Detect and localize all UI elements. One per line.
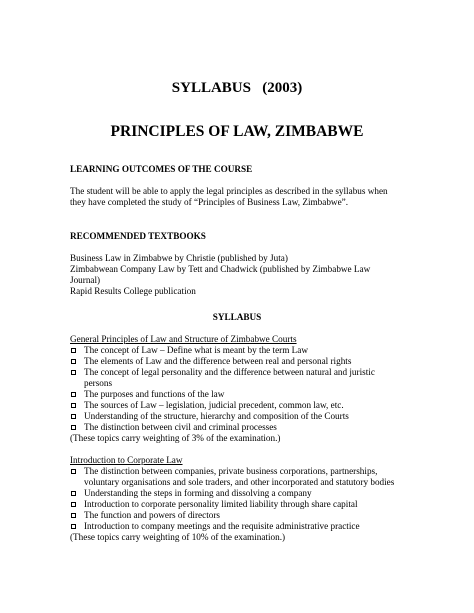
topic-item xyxy=(70,411,415,422)
checkbox-bullet-icon xyxy=(71,524,76,529)
checkbox-bullet-icon xyxy=(71,491,76,496)
topic-item xyxy=(70,345,415,356)
section-title: Introduction to Corporate Law xyxy=(70,455,183,465)
topic-text: The concept of Law – Define what is meant by the term Law xyxy=(84,345,308,355)
checkbox-bullet-icon xyxy=(71,425,76,430)
textbook-line: Journal) xyxy=(70,275,101,285)
checkbox-bullet-icon xyxy=(71,469,76,474)
syllabus-section-corporate-law xyxy=(70,455,415,543)
topic-text: Understanding the steps in forming and dissolving a company xyxy=(84,488,312,498)
topic-item xyxy=(70,488,415,499)
textbooks-heading: RECOMMENDED TEXTBOOKS xyxy=(70,231,206,241)
topic-item xyxy=(70,389,415,400)
checkbox-bullet-icon xyxy=(71,403,76,408)
checkbox-bullet-icon xyxy=(71,370,76,375)
textbook-line: Business Law in Zimbabwe by Christie (published by Juta) xyxy=(70,253,288,263)
topic-item xyxy=(70,510,415,521)
learning-outcomes-heading: LEARNING OUTCOMES OF THE COURSE xyxy=(70,164,253,174)
topic-text: The distinction between civil and criminal processes xyxy=(84,422,277,432)
syllabus-heading: SYLLABUS xyxy=(212,312,262,322)
topic-item xyxy=(70,521,415,532)
checkbox-bullet-icon xyxy=(71,359,76,364)
checkbox-bullet-icon xyxy=(71,513,76,518)
section-title: General Principles of Law and Structure of Zimbabwe Courts xyxy=(70,334,297,344)
textbook-line: Zimbabwean Company Law by Tett and Chadwick (published by Zimbabwe Law xyxy=(70,264,371,274)
checkbox-bullet-icon xyxy=(71,414,76,419)
topic-text: The concept of legal personality and the difference between natural and juristic xyxy=(84,367,375,377)
syllabus-year-title: SYLLABUS (2003) xyxy=(171,80,303,96)
topic-text: The function and powers of directors xyxy=(84,510,220,520)
topic-text: Understanding of the structure, hierarchy and composition of the Courts xyxy=(84,411,349,421)
topic-text: The distinction between companies, private business corporations, partnerships, xyxy=(84,466,378,476)
topic-text: The sources of Law – legislation, judicial precedent, common law, etc. xyxy=(84,400,344,410)
topic-text-continued: persons xyxy=(84,378,113,388)
topic-list xyxy=(70,466,415,532)
weighting-note: (These topics carry weighting of 3% of the examination.) xyxy=(70,433,281,443)
document-title: PRINCIPLES OF LAW, ZIMBABWE xyxy=(110,123,364,140)
topic-text: Introduction to company meetings and the requisite administrative practice xyxy=(84,521,360,531)
topic-text-continued: voluntary organisations and sole traders, and other incorporated and statutory bodies xyxy=(84,477,395,487)
topic-item xyxy=(70,367,415,389)
topic-item xyxy=(70,499,415,510)
topic-item xyxy=(70,466,415,488)
learning-outcomes-line: The student will be able to apply the legal principles as described in the syllabus when xyxy=(70,186,388,196)
textbook-line: Rapid Results College publication xyxy=(70,286,196,296)
topic-text: Introduction to corporate personality limited liability through share capital xyxy=(84,499,358,509)
topic-text: The elements of Law and the difference between real and personal rights xyxy=(84,356,352,366)
checkbox-bullet-icon xyxy=(71,348,76,353)
learning-outcomes-section xyxy=(70,164,415,208)
topic-item xyxy=(70,356,415,367)
checkbox-bullet-icon xyxy=(71,392,76,397)
topic-item xyxy=(70,400,415,411)
syllabus-section-general-principles xyxy=(70,334,415,444)
textbooks-section xyxy=(70,231,415,297)
topic-text: The purposes and functions of the law xyxy=(84,389,225,399)
learning-outcomes-line: they have completed the study of “Principles of Business Law, Zimbabwe”. xyxy=(70,197,349,207)
topic-item xyxy=(70,422,415,433)
checkbox-bullet-icon xyxy=(71,502,76,507)
topic-list xyxy=(70,345,415,433)
weighting-note: (These topics carry weighting of 10% of the examination.) xyxy=(70,532,286,542)
